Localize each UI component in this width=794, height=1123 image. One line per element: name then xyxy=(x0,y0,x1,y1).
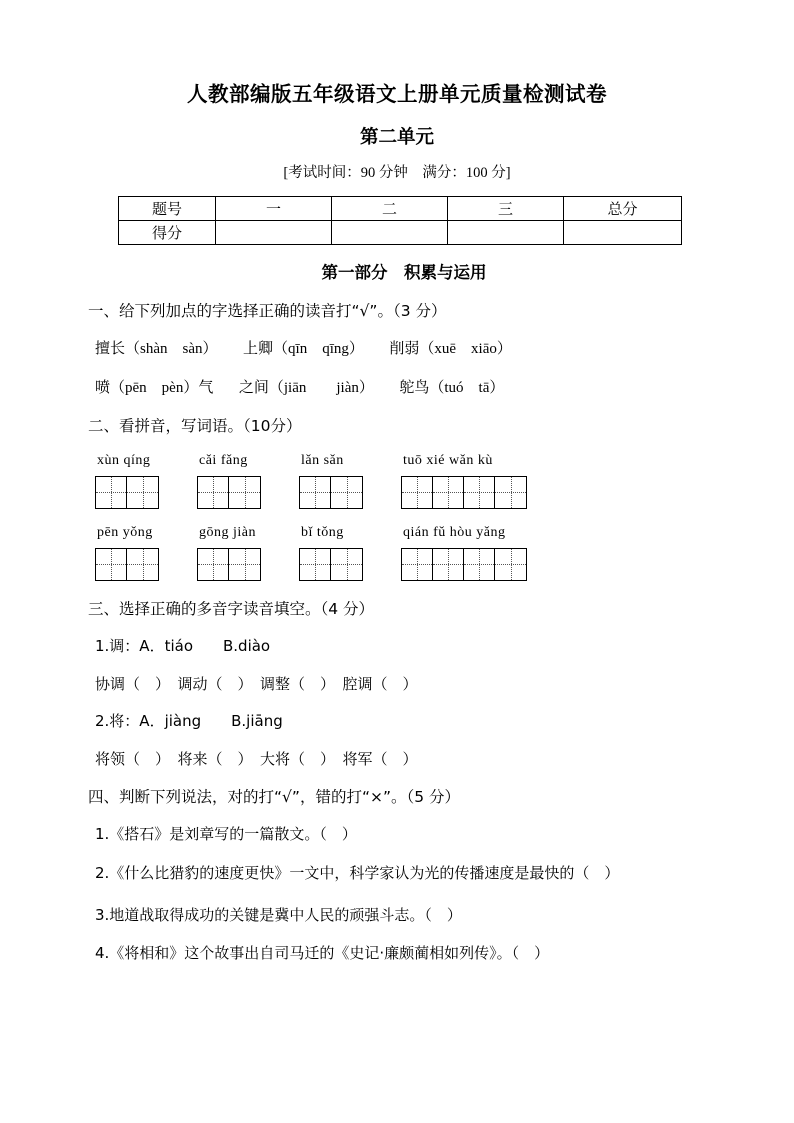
tianzige-cell[interactable] xyxy=(96,549,127,580)
pinyin-grid-group xyxy=(401,453,527,509)
tianzige-cell[interactable] xyxy=(229,477,260,508)
pinyin-grid-group xyxy=(95,453,159,509)
score-cell-2[interactable] xyxy=(332,221,448,245)
score-table-row-label-score: 得分 xyxy=(119,221,216,245)
part-one-title: 第一部分 积累与运用 xyxy=(321,263,487,283)
tianzige-cell[interactable] xyxy=(127,477,158,508)
q1-pinyin-2[interactable]: （qīn qīng） xyxy=(273,341,364,358)
pinyin-label: qián fǔ hòu yǎng xyxy=(403,524,506,540)
tianzige-cell[interactable] xyxy=(198,549,229,580)
tianzige-boxes[interactable] xyxy=(299,476,363,509)
pinyin-label: lǎn sǎn xyxy=(301,452,344,468)
question-4-statement-3[interactable]: 3.地道战取得成功的关键是冀中人民的顽强斗志。（ ） xyxy=(95,906,462,925)
question-3-sub-2-prompt: 2.将：A．jiàng B.jiāng xyxy=(95,712,283,731)
question-4-statement-2[interactable]: 2.《什么比猎豹的速度更快》一文中，科学家认为光的传播速度是最快的（ ） xyxy=(95,863,620,882)
tianzige-cell[interactable] xyxy=(464,477,495,508)
score-cell-3[interactable] xyxy=(448,221,564,245)
pinyin-label: cǎi fǎng xyxy=(199,452,248,468)
question-3-sub-2-items[interactable]: 将领（ ） 将来（ ） 大将（ ） 将军（ ） xyxy=(95,749,418,768)
score-table-row-label-question: 题号 xyxy=(119,197,216,221)
tianzige-cell[interactable] xyxy=(331,477,362,508)
q1-pinyin-6[interactable]: （tuó tā） xyxy=(429,379,505,396)
exam-meta-line: [考试时间：90 分钟 满分：100 分] xyxy=(283,164,511,181)
unit-subtitle: 第二单元 xyxy=(359,126,434,148)
q1-pinyin-1[interactable]: （shàn sàn） xyxy=(125,341,218,358)
pinyin-grid-group xyxy=(197,453,261,509)
pinyin-grid-group xyxy=(197,525,261,581)
tianzige-cell[interactable] xyxy=(402,477,433,508)
tianzige-cell[interactable] xyxy=(433,477,464,508)
tianzige-cell[interactable] xyxy=(127,549,158,580)
q1-word-6: 鸵鸟 xyxy=(399,377,430,396)
table-row xyxy=(119,197,682,221)
tianzige-cell[interactable] xyxy=(331,549,362,580)
q1-word-4-tail: 气 xyxy=(198,377,214,396)
score-cell-total[interactable] xyxy=(564,221,682,245)
question-1-line-2 xyxy=(88,360,794,399)
question-1-line-1 xyxy=(88,321,794,360)
q1-word-4: 喷 xyxy=(95,377,111,396)
score-table xyxy=(118,196,682,245)
tianzige-cell[interactable] xyxy=(402,549,433,580)
pinyin-label: pēn yǒng xyxy=(97,524,153,540)
pinyin-grid-group xyxy=(401,525,527,581)
q1-pinyin-5[interactable]: （jiān jiàn） xyxy=(268,379,374,396)
tianzige-cell[interactable] xyxy=(495,549,526,580)
question-1-heading: 一、给下列加点的字选择正确的读音打“√”。（3 分） xyxy=(88,301,447,320)
tianzige-cell[interactable] xyxy=(433,549,464,580)
pinyin-label: gōng jiàn xyxy=(199,524,256,540)
score-table-header-1: 一 xyxy=(216,197,332,221)
question-3-sub-1-items[interactable]: 协调（ ） 调动（ ） 调整（ ） 腔调（ ） xyxy=(95,674,418,693)
q1-word-5: 之间 xyxy=(238,377,269,396)
q1-word-1: 擅长 xyxy=(95,339,126,358)
tianzige-cell[interactable] xyxy=(229,549,260,580)
tianzige-boxes[interactable] xyxy=(197,476,261,509)
pinyin-label: xùn qíng xyxy=(97,452,151,468)
question-2-heading: 二、看拼音，写词语。（10分） xyxy=(88,417,302,436)
tianzige-boxes[interactable] xyxy=(299,548,363,581)
tianzige-cell[interactable] xyxy=(300,477,331,508)
score-cell-1[interactable] xyxy=(216,221,332,245)
tianzige-boxes[interactable] xyxy=(401,548,527,581)
tianzige-cell[interactable] xyxy=(495,477,526,508)
tianzige-boxes[interactable] xyxy=(401,476,527,509)
tianzige-cell[interactable] xyxy=(464,549,495,580)
pinyin-grid-row-1 xyxy=(88,437,794,509)
q1-word-3: 削弱 xyxy=(389,339,420,358)
exam-content xyxy=(0,283,794,963)
q1-pinyin-3[interactable]: （xuē xiāo） xyxy=(419,341,512,358)
question-4-statement-4[interactable]: 4.《将相和》这个故事出自司马迁的《史记·廉颇蔺相如列传》。（ ） xyxy=(95,943,550,962)
question-3-heading: 三、选择正确的多音字读音填空。（4 分） xyxy=(88,599,375,618)
pinyin-label: tuō xié wǎn kù xyxy=(403,452,493,468)
tianzige-boxes[interactable] xyxy=(197,548,261,581)
tianzige-cell[interactable] xyxy=(198,477,229,508)
pinyin-grid-group xyxy=(299,453,363,509)
question-4-statement-1[interactable]: 1.《搭石》是刘章写的一篇散文。（ ） xyxy=(95,825,357,844)
pinyin-grid-row-2 xyxy=(88,509,794,581)
question-3-sub-1-prompt: 1.调：A．tiáo B.diào xyxy=(95,637,271,656)
pinyin-grid-group xyxy=(95,525,159,581)
question-4-heading: 四、判断下列说法，对的打“√”，错的打“×”。（5 分） xyxy=(88,788,461,807)
tianzige-boxes[interactable] xyxy=(95,548,159,581)
q1-pinyin-4[interactable]: （pēn pèn） xyxy=(110,379,199,396)
tianzige-boxes[interactable] xyxy=(95,476,159,509)
score-table-header-3: 三 xyxy=(448,197,564,221)
score-table-header-2: 二 xyxy=(332,197,448,221)
q1-word-2: 上卿 xyxy=(243,339,274,358)
table-row xyxy=(119,221,682,245)
page-title: 人教部编版五年级语文上册单元质量检测试卷 xyxy=(187,82,607,106)
score-table-header-total: 总分 xyxy=(564,197,682,221)
pinyin-label: bǐ tǒng xyxy=(301,524,344,540)
score-table-wrapper xyxy=(118,196,676,245)
tianzige-cell[interactable] xyxy=(300,549,331,580)
tianzige-cell[interactable] xyxy=(96,477,127,508)
pinyin-grid-group xyxy=(299,525,363,581)
